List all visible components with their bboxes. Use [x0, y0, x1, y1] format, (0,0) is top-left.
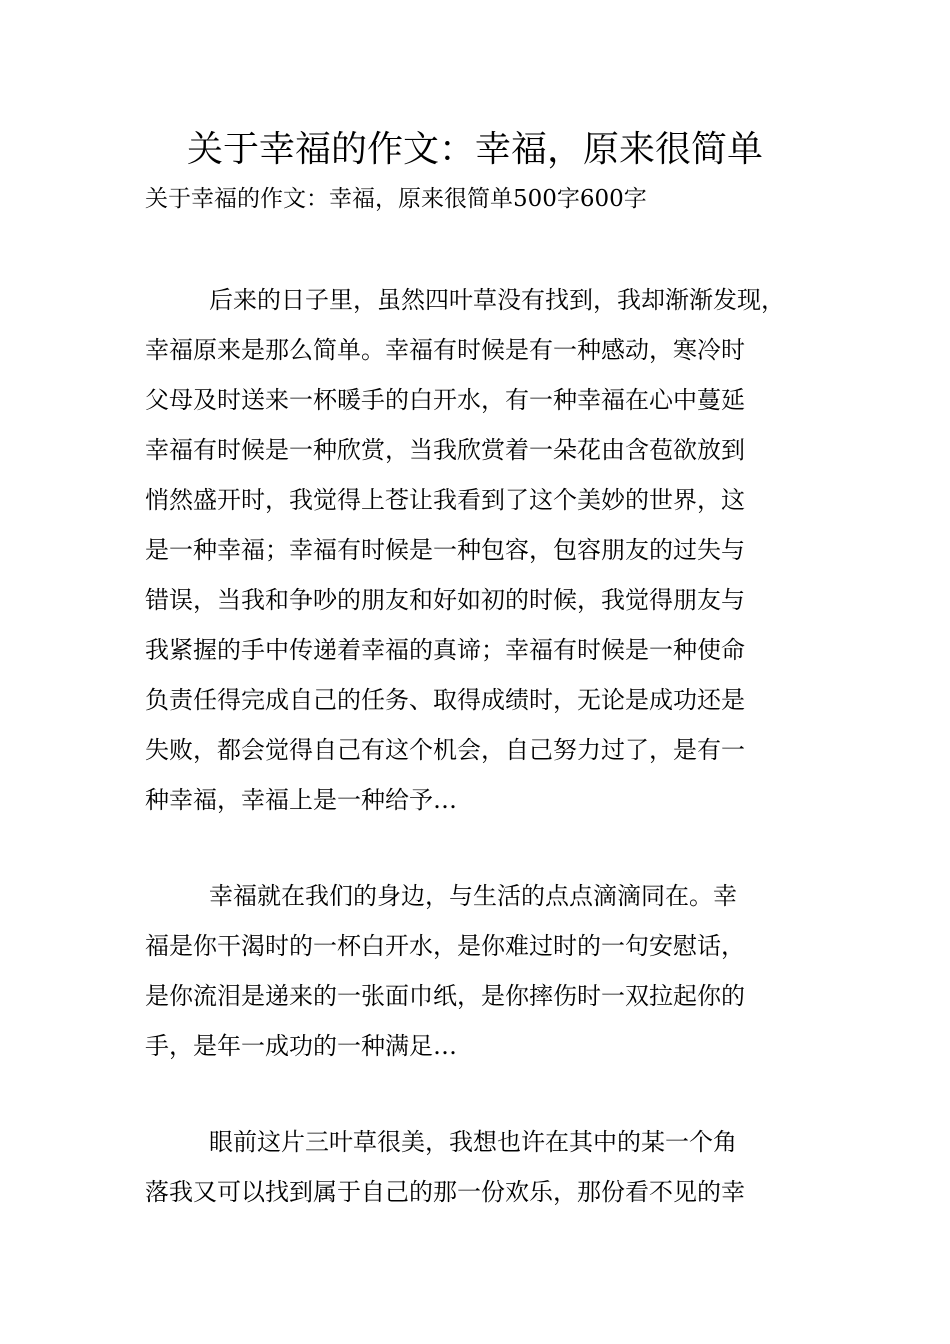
- paragraph-line: 眼前这片三叶草很美，我想也许在其中的某一个角: [209, 1128, 737, 1156]
- paragraph-line: 我紧握的手中传递着幸福的真谛；幸福有时候是一种使命: [145, 636, 745, 664]
- paragraph-line: 后来的日子里，虽然四叶草没有找到，我却渐渐发现，: [209, 286, 785, 314]
- paragraph-line: 父母及时送来一杯暖手的白开水，有一种幸福在心中蔓延: [145, 386, 745, 414]
- paragraph-line: 是你流泪是递来的一张面巾纸，是你摔伤时一双拉起你的: [145, 982, 745, 1010]
- document-subtitle: 关于幸福的作文：幸福，原来很简单500字600字: [145, 186, 647, 212]
- paragraph-line: 负责任得完成自己的任务、取得成绩时，无论是成功还是: [145, 686, 745, 714]
- paragraph-line: 错误，当我和争吵的朋友和好如初的时候，我觉得朋友与: [145, 586, 745, 614]
- paragraph-line: 是一种幸福；幸福有时候是一种包容，包容朋友的过失与: [145, 536, 745, 564]
- document-title: 关于幸福的作文：幸福，原来很简单: [186, 129, 763, 170]
- paragraph-3: [145, 1117, 810, 1217]
- paragraph-2: [145, 871, 810, 1071]
- paragraph-line: 手，是年一成功的一种满足…: [145, 1032, 457, 1060]
- paragraph-line: 幸福有时候是一种欣赏，当我欣赏着一朵花由含苞欲放到: [145, 436, 745, 464]
- paragraph-line: 福是你干渴时的一杯白开水，是你难过时的一句安慰话，: [145, 932, 745, 960]
- paragraph-1: [145, 275, 810, 825]
- paragraph-line: 失败，都会觉得自己有这个机会，自己努力过了，是有一: [145, 736, 745, 764]
- paragraph-line: 种幸福，幸福上是一种给予…: [145, 786, 457, 814]
- paragraph-line: 幸福原来是那么简单。幸福有时候是有一种感动，寒冷时: [145, 336, 745, 364]
- paragraph-line: 悄然盛开时，我觉得上苍让我看到了这个美妙的世界，这: [145, 486, 745, 514]
- paragraph-line: 幸福就在我们的身边，与生活的点点滴滴同在。幸: [209, 882, 737, 910]
- paragraph-line: 落我又可以找到属于自己的那一份欢乐，那份看不见的幸: [145, 1178, 745, 1206]
